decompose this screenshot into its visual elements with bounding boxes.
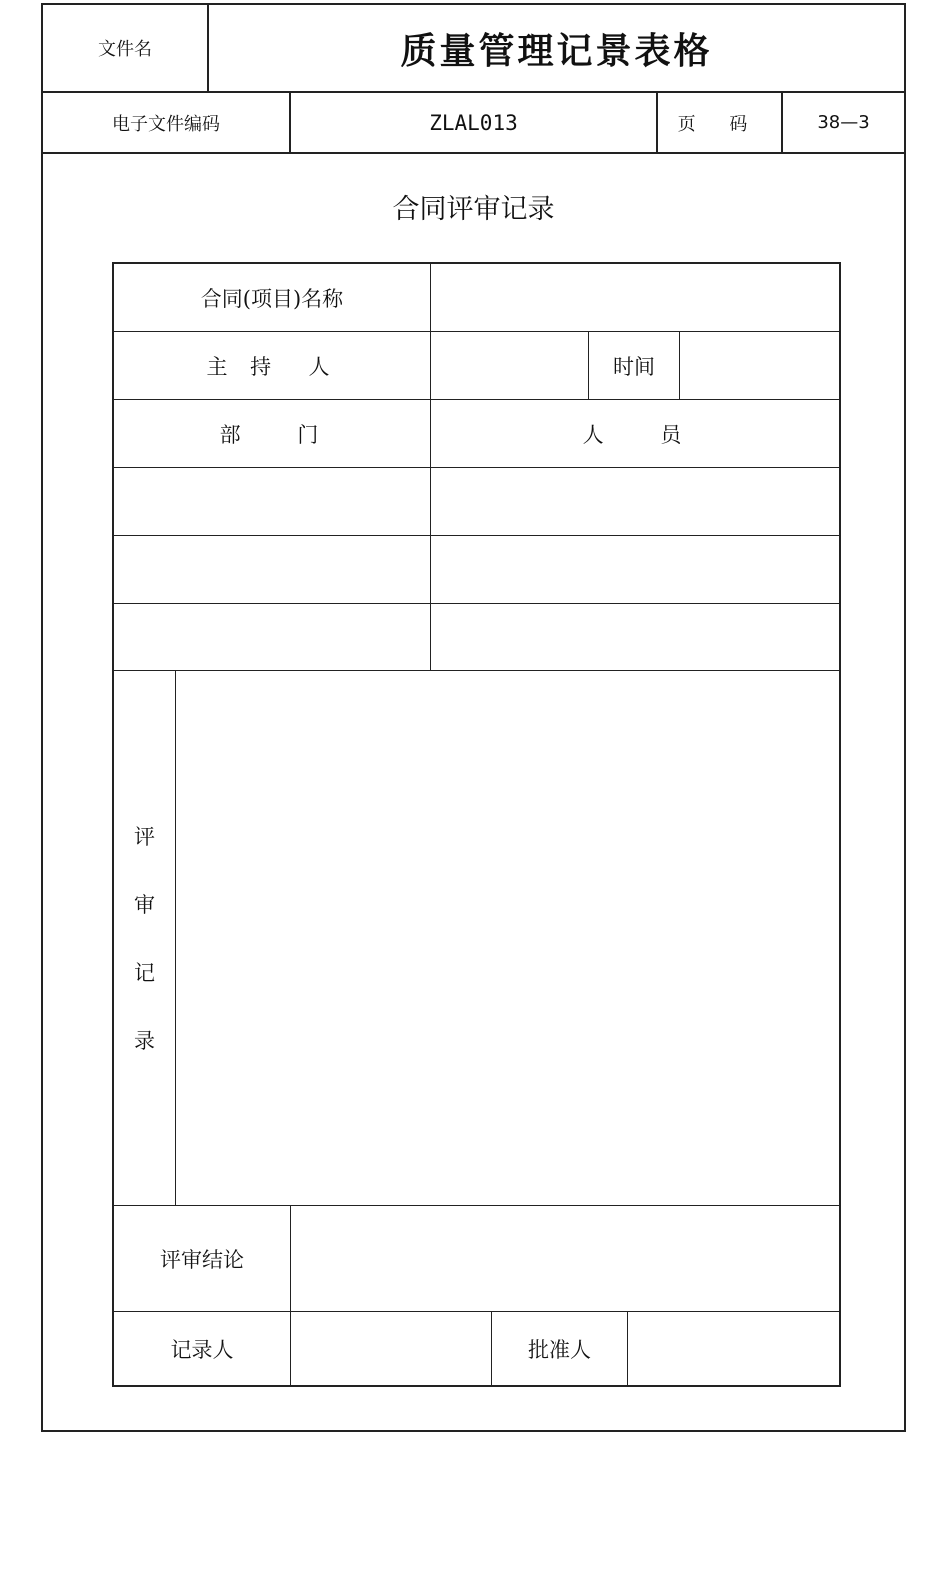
conclusion-label: 评审结论	[114, 1206, 291, 1311]
department-header: 部 门	[114, 400, 431, 467]
personnel-field[interactable]	[431, 468, 839, 535]
review-record-label-char: 记	[134, 961, 155, 985]
recorder-label: 记录人	[114, 1312, 291, 1385]
file-name-label: 文件名	[43, 5, 209, 91]
review-record-label-char: 审	[134, 893, 155, 917]
conclusion-row	[114, 1206, 839, 1312]
personnel-header: 人 员	[582, 422, 688, 447]
project-name-row	[114, 264, 839, 332]
project-name-label: 合同(项目)名称	[114, 264, 431, 331]
personnel-field[interactable]	[431, 536, 839, 603]
review-record-label-char: 录	[134, 1029, 155, 1053]
department-field[interactable]	[114, 536, 431, 603]
page-number: 38—3	[817, 112, 870, 133]
project-name-field[interactable]	[431, 264, 839, 331]
department-field[interactable]	[114, 604, 431, 670]
approver-label: 批准人	[492, 1312, 628, 1385]
host-row	[114, 332, 839, 400]
file-code-value: ZLAL013	[291, 93, 658, 152]
document-title: 质量管理记景表格	[400, 30, 713, 72]
department-field[interactable]	[114, 468, 431, 535]
review-record-label-char: 评	[134, 825, 155, 849]
table-row	[114, 536, 839, 604]
form-title: 合同评审记录	[392, 194, 555, 225]
conclusion-field[interactable]	[291, 1206, 839, 1311]
review-record-field[interactable]	[176, 671, 839, 1205]
table-row	[114, 604, 839, 671]
personnel-field[interactable]	[431, 604, 839, 670]
time-label: 时间	[589, 332, 680, 399]
header-row-title	[43, 5, 904, 93]
page-label: 页 码	[658, 93, 783, 152]
header-row-meta	[43, 93, 904, 154]
time-field[interactable]	[680, 332, 839, 399]
host-label: 主 持 人	[114, 332, 431, 399]
review-record-row	[114, 671, 839, 1206]
signature-row	[114, 1312, 839, 1385]
contract-review-form	[112, 262, 841, 1387]
department-header-row	[114, 400, 839, 468]
recorder-field[interactable]	[291, 1312, 492, 1385]
file-code-label: 电子文件编码	[43, 93, 291, 152]
table-row	[114, 468, 839, 536]
approver-field[interactable]	[628, 1312, 839, 1385]
review-record-label	[114, 671, 176, 1205]
host-field[interactable]	[431, 332, 589, 399]
